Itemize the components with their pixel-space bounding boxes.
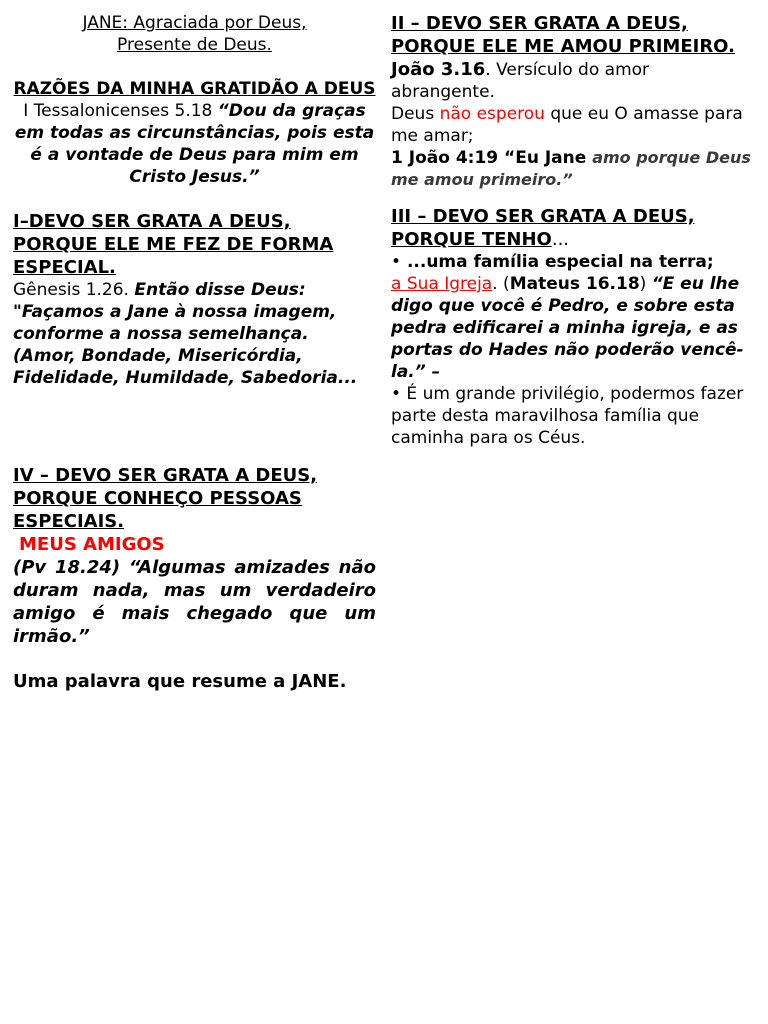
proverbs-quote: (Pv 18.24) “Algumas amizades não duram nada, mas um verdadeiro amigo é mais chegado que um irmão.” <box>13 557 376 647</box>
matthew-ref: Mateus 16.18 <box>509 274 640 294</box>
john-desc: . Versículo do amor abrangente. <box>391 60 650 102</box>
bullet-1-text: ...uma família especial na terra; <box>401 252 714 272</box>
john-paragraph <box>391 58 756 103</box>
genesis-ref: Gênesis 1.26. <box>13 280 135 300</box>
section-2-title: II – DEVO SER GRATA A DEUS, PORQUE ELE ME AMOU PRIMEIRO. <box>391 13 735 57</box>
section-1-title: I–DEVO SER GRATA A DEUS, PORQUE ELE ME FEZ DE FORMA ESPECIAL. <box>13 211 334 278</box>
closing-text: Uma palavra que resume a JANE. <box>13 671 347 692</box>
john-ref: João 3.16 <box>391 59 486 80</box>
god-paragraph <box>391 103 756 147</box>
header-line-2: Presente de Deus. <box>117 35 272 55</box>
church-paragraph <box>391 273 756 383</box>
god-rest: que eu O amasse para me amar; <box>391 104 743 146</box>
genesis-quote: Então disse Deus: "Façamos a Jane à nossa imagem, conforme a nossa semelhança. <box>13 280 337 344</box>
section-3-title: III – DEVO SER GRATA A DEUS, PORQUE TENHO <box>391 206 695 250</box>
section-3-ellipsis: ... <box>551 229 570 250</box>
matthew-close: ) <box>639 274 652 294</box>
friends-label: MEUS AMIGOS <box>19 534 165 555</box>
section-4-title: IV – DEVO SER GRATA A DEUS, PORQUE CONHEÇO PESSOAS ESPECIAIS. <box>13 465 318 532</box>
first-john-quote: amo porque Deus me amou primeiro.” <box>391 148 751 189</box>
left-column <box>13 12 376 693</box>
bullet-item-2 <box>391 383 756 449</box>
header-line-1: JANE: Agraciada por Deus, <box>82 13 307 33</box>
section-3-title-paragraph <box>391 205 756 251</box>
matthew-quote: “E eu lhe digo que você é Pedro, e sobre esta pedra edificarei a minha igreja, e as portas do Hades não poderão vencê-la.” – <box>391 274 744 382</box>
god-word: Deus <box>391 104 440 124</box>
bullet-2-text: É um grande privilégio, podermos fazer parte desta maravilhosa família que caminha para os Céus. <box>391 384 744 448</box>
eu-jane-text: “Eu Jane <box>498 148 593 168</box>
attributes-text: (Amor, Bondade, Misericórdia, Fidelidade, Humildade, Sabedoria... <box>13 346 358 388</box>
not-waited-text: não esperou <box>439 104 545 124</box>
thessalonians-ref: I Tessalonicenses 5.18 <box>23 101 218 121</box>
church-dot: . ( <box>492 274 510 294</box>
right-column <box>391 12 756 449</box>
thessalonians-quote: “Dou da graças em todas as circunstâncias, pois esta é a vontade de Deus para mim em Cristo Jesus.” <box>14 101 375 187</box>
bullet-icon: • <box>391 384 402 404</box>
reasons-title: RAZÕES DA MINHA GRATIDÃO A DEUS <box>13 79 376 99</box>
first-john-ref: 1 João 4:19 <box>391 148 499 168</box>
genesis-paragraph <box>13 279 376 345</box>
bullet-item-1 <box>391 251 756 273</box>
thessalonians-paragraph <box>13 100 376 188</box>
first-john-paragraph <box>391 147 756 191</box>
church-link[interactable]: a Sua Igreja <box>391 274 493 294</box>
bullet-icon: • <box>391 252 402 272</box>
